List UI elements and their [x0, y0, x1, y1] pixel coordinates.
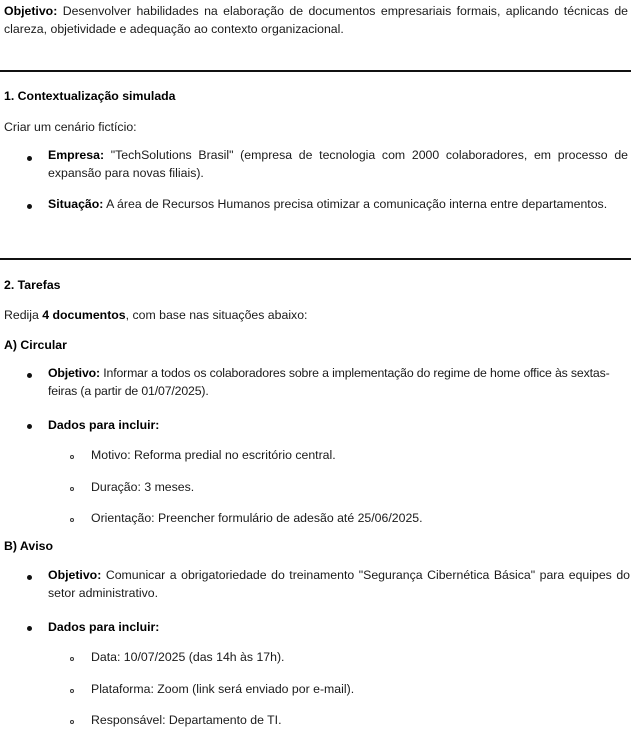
company-item [48, 146, 628, 182]
circle-bullet-icon [70, 689, 74, 693]
part-a-data-item: Duração: 3 meses. [91, 480, 195, 494]
section-1-title: 1. Contextualização simulada [4, 89, 176, 103]
part-a-objective-label: Objetivo: [48, 366, 100, 380]
part-b-title: B) Aviso [4, 539, 53, 553]
part-a-data-label [48, 418, 159, 432]
bullet-icon [27, 204, 32, 209]
part-b-objective-label: Objetivo: [48, 568, 102, 582]
section-2-intro [4, 308, 307, 322]
part-b-data-item: Data: 10/07/2025 (das 14h às 17h). [91, 650, 285, 664]
bullet-icon [27, 575, 32, 580]
part-b-data-label-text: Dados para incluir: [48, 620, 160, 634]
part-a-data-item: Orientação: Preencher formulário de adesão até 25/06/2025. [91, 511, 423, 525]
part-b-objective [48, 566, 630, 602]
circle-bullet-icon [70, 518, 74, 522]
bullet-icon [27, 626, 32, 631]
part-b-objective-text: Comunicar a obrigatoriedade do treinamento "Segurança Cibernética Básica" para equipes do setor administrativo. [48, 568, 630, 600]
part-a-objective-text: Informar a todos os colaboradores sobre a implementação do regime de home office às sextas-feiras (a partir de 01/07/2025). [48, 366, 610, 398]
part-a-data-label-text: Dados para incluir: [48, 418, 160, 432]
section-1-intro: Criar um cenário fictício: [4, 120, 137, 134]
bullet-icon [27, 424, 32, 429]
bullet-icon [27, 156, 32, 161]
intro-prefix: Redija [4, 308, 43, 322]
circle-bullet-icon [70, 657, 74, 661]
intro-bold: 4 documentos [42, 308, 126, 322]
part-a-objective [48, 364, 630, 400]
part-b-data-item: Plataforma: Zoom (link será enviado por e-mail). [91, 682, 355, 696]
circle-bullet-icon [70, 455, 74, 459]
situation-item [48, 195, 628, 213]
company-label: Empresa: [48, 148, 105, 162]
objective-text: Desenvolver habilidades na elaboração de documentos empresariais formais, aplicando técnicas de clareza, objetividade e adequação ao contexto organizacional. [4, 4, 628, 36]
objective-label: Objetivo: [4, 4, 58, 18]
situation-text: A área de Recursos Humanos precisa otimizar a comunicação interna entre departamentos. [106, 197, 608, 211]
intro-suffix: , com base nas situações abaixo: [125, 308, 308, 322]
part-a-data-item: Motivo: Reforma predial no escritório central. [91, 448, 336, 462]
part-b-data-item: Responsável: Departamento de TI. [91, 713, 282, 727]
circle-bullet-icon [70, 487, 74, 491]
company-text: "TechSolutions Brasil" (empresa de tecnologia com 2000 colaboradores, em processo de expansão para novas filiais). [48, 148, 628, 180]
part-b-data-label [48, 620, 159, 634]
divider-1 [0, 70, 631, 72]
part-a-title: A) Circular [4, 338, 67, 352]
divider-2 [0, 258, 631, 260]
circle-bullet-icon [70, 720, 74, 724]
bullet-icon [27, 373, 32, 378]
objective-paragraph [4, 2, 628, 38]
section-2-title: 2. Tarefas [4, 278, 61, 292]
situation-label: Situação: [48, 197, 104, 211]
